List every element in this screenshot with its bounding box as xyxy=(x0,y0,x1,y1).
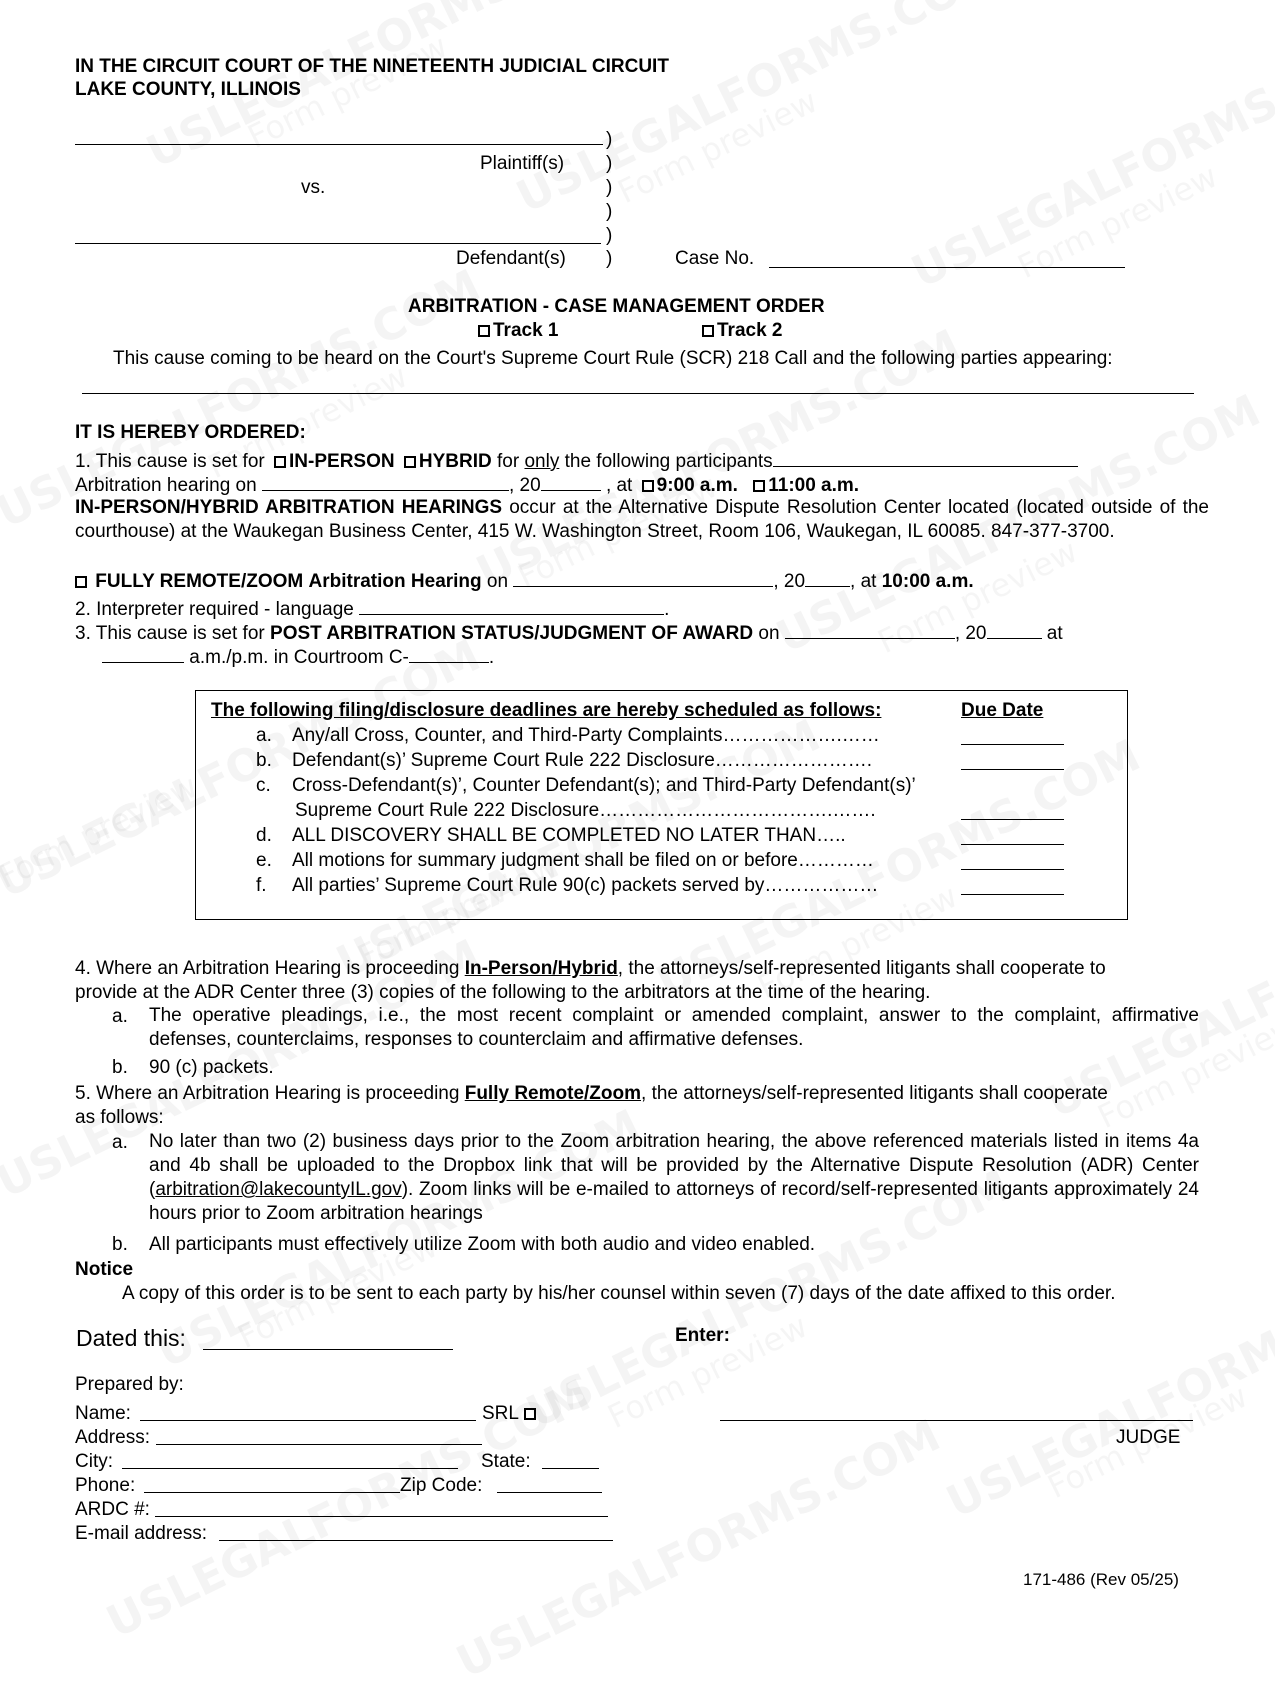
item4-line1: 4. Where an Arbitration Hearing is proceeding In-Person/Hybrid, the attorneys/self-represented litigants shall cooperate to xyxy=(75,958,1106,979)
item3-line2: a.m./p.m. in Courtroom C- . xyxy=(102,646,494,669)
deadlines-heading: The following filing/disclosure deadlines are hereby scheduled as follows: xyxy=(211,700,882,721)
adr-email-link[interactable]: arbitration@lakecountyIL.gov xyxy=(155,1179,402,1200)
deadline-letter: d. xyxy=(256,825,272,846)
remote-year-field[interactable] xyxy=(805,570,850,587)
dated-label: Dated this: xyxy=(76,1325,186,1351)
item5-a-letter: a. xyxy=(112,1132,128,1153)
item5-b-text: All participants must effectively utilize Zoom with both audio and video enabled. xyxy=(149,1234,816,1255)
caption-paren: ) xyxy=(606,201,613,222)
due-date-field[interactable] xyxy=(961,744,1064,745)
item4-b-text: 90 (c) packets. xyxy=(149,1057,274,1078)
item5-a-text: No later than two (2) business days prior to the Zoom arbitration hearing, the above referenced materials listed in items 4a and 4b shall be uploaded to the Dropbox link that will be provided by the Alternative Dispute Resolution (ADR) Center (arbitration@lakecountyIL.gov). Zoom links will be e-mailed to attorneys of record/self-represented litigants approximately 24 hours prior to Zoom arbitration hearings xyxy=(149,1131,1199,1224)
defendant-line[interactable] xyxy=(75,243,601,244)
city-label: City: xyxy=(75,1451,113,1472)
name-label: Name: xyxy=(75,1403,131,1424)
deadline-letter: f. xyxy=(256,875,267,896)
item4-a-letter: a. xyxy=(112,1006,128,1027)
language-field[interactable] xyxy=(359,598,664,615)
srl-checkbox[interactable] xyxy=(524,1408,536,1420)
name-field[interactable] xyxy=(140,1420,476,1421)
participants-field[interactable] xyxy=(773,450,1078,467)
defendant-label: Defendant(s) xyxy=(456,248,566,269)
watermark-preview xyxy=(0,767,203,896)
hearing-date-field[interactable] xyxy=(262,474,509,491)
deadline-letter: c. xyxy=(256,775,271,796)
in-person-checkbox[interactable] xyxy=(274,456,286,468)
city-field[interactable] xyxy=(122,1468,458,1469)
time-9am-checkbox[interactable] xyxy=(642,480,654,492)
status-date-field[interactable] xyxy=(785,622,955,639)
caption-paren: ) xyxy=(606,153,613,174)
deadline-letter: b. xyxy=(256,750,272,771)
address-label: Address: xyxy=(75,1427,150,1448)
checkbox-icon[interactable] xyxy=(702,325,714,337)
judge-label: JUDGE xyxy=(1116,1427,1181,1448)
ordered-heading: IT IS HEREBY ORDERED: xyxy=(75,422,306,443)
phone-field[interactable] xyxy=(144,1492,400,1493)
hybrid-checkbox[interactable] xyxy=(404,456,416,468)
hearing-year-field[interactable] xyxy=(541,474,601,491)
case-no-field[interactable] xyxy=(769,267,1125,268)
email-field[interactable] xyxy=(219,1540,613,1541)
courtroom-field[interactable] xyxy=(409,646,489,663)
deadline-text: Defendant(s)’ Supreme Court Rule 222 Disclosure……………………. xyxy=(292,750,873,771)
deadline-letter: e. xyxy=(256,850,272,871)
checkbox-icon[interactable] xyxy=(478,325,490,337)
watermark-preview xyxy=(612,82,824,211)
order-title: ARBITRATION - CASE MANAGEMENT ORDER xyxy=(408,296,825,317)
track1-option[interactable]: Track 1 xyxy=(478,320,559,342)
time-11am-checkbox[interactable] xyxy=(753,480,765,492)
item5-line1: 5. Where an Arbitration Hearing is proceeding Fully Remote/Zoom, the attorneys/self-represented litigants shall cooperate xyxy=(75,1083,1108,1104)
item2-interpreter: 2. Interpreter required - language . xyxy=(75,599,670,620)
track2-option[interactable]: Track 2 xyxy=(702,320,783,342)
dated-field[interactable] xyxy=(203,1349,453,1350)
caption-paren: ) xyxy=(606,248,613,269)
item1-line1: 1. This cause is set for IN-PERSON HYBRID for only the following participants xyxy=(75,450,1078,473)
caption-paren: ) xyxy=(606,225,613,246)
court-name: IN THE CIRCUIT COURT OF THE NINETEENTH JUDICIAL CIRCUIT xyxy=(75,56,669,77)
due-date-field[interactable] xyxy=(961,819,1064,820)
court-county: LAKE COUNTY, ILLINOIS xyxy=(75,79,301,100)
caption-paren: ) xyxy=(606,177,613,198)
phone-label: Phone: xyxy=(75,1475,136,1496)
plaintiff-label: Plaintiff(s) xyxy=(480,153,565,174)
zip-field[interactable] xyxy=(497,1492,602,1493)
item1-line2: Arbitration hearing on , 20 , at 9:00 a.m. 11:00 a.m. xyxy=(75,475,860,496)
status-year-field[interactable] xyxy=(987,622,1042,639)
state-field[interactable] xyxy=(542,1468,599,1469)
item3-line1: 3. This cause is set for POST ARBITRATION STATUS/JUDGMENT OF AWARD on , 20 at xyxy=(75,623,1063,644)
state-label: State: xyxy=(481,1451,531,1472)
srl-label: SRL xyxy=(482,1403,539,1425)
hearing-location-paragraph: IN-PERSON/HYBRID ARBITRATION HEARINGS occur at the Alternative Dispute Resolution Center located (located outside of the courthouse) at the Waukegan Business Center, 415 W. Washington Street, Room 106, Waukegan, IL 60085. 847-377-3700. xyxy=(75,497,1210,542)
item4-a-text: The operative pleadings, i.e., the most recent complaint or amended complaint, answer to the complaint, affirmative defenses, counterclaims, responses to counterclaim and affirmative defenses. xyxy=(149,1005,1199,1050)
form-number: 171-486 (Rev 05/25) xyxy=(1023,1570,1179,1589)
deadline-text: All parties’ Supreme Court Rule 90(c) packets served by……………… xyxy=(292,875,879,896)
plaintiff-line[interactable] xyxy=(75,144,603,145)
caption-paren: ) xyxy=(606,129,613,150)
deadline-text: ALL DISCOVERY SHALL BE COMPLETED NO LATER THAN….. xyxy=(292,825,846,846)
deadline-text: Cross-Defendant(s)’, Counter Defendant(s); and Third-Party Defendant(s)’ xyxy=(292,775,916,796)
ardc-field[interactable] xyxy=(155,1516,608,1517)
notice-heading: Notice xyxy=(75,1259,134,1280)
deadline-text: Any/all Cross, Counter, and Third-Party Complaints……………….…… xyxy=(292,725,880,746)
ardc-label: ARDC #: xyxy=(75,1499,150,1520)
prepared-by-label: Prepared by: xyxy=(75,1374,184,1395)
remote-checkbox[interactable] xyxy=(75,576,87,588)
watermark-brand xyxy=(509,0,1008,223)
due-date-field[interactable] xyxy=(961,869,1064,870)
due-date-field[interactable] xyxy=(961,894,1064,895)
address-field[interactable] xyxy=(156,1444,482,1445)
remote-hearing-line: FULLY REMOTE/ZOOM Arbitration Hearing on , 20 , at 10:00 a.m. xyxy=(75,570,974,593)
item4-line2: provide at the ADR Center three (3) copies of the following to the arbitrators at the time of the hearing. xyxy=(75,982,931,1003)
deadline-text: All motions for summary judgment shall be filed on or before………… xyxy=(292,850,874,871)
item4-b-letter: b. xyxy=(112,1057,128,1078)
email-label: E-mail address: xyxy=(75,1523,207,1544)
due-date-field[interactable] xyxy=(961,769,1064,770)
due-date-field[interactable] xyxy=(961,844,1064,845)
deadline-letter: a. xyxy=(256,725,272,746)
vs-label: vs. xyxy=(301,177,326,198)
intro-text: This cause coming to be heard on the Court's Supreme Court Rule (SCR) 218 Call and the following parties appearing: xyxy=(113,348,1113,369)
watermark-brand xyxy=(904,20,1275,298)
notice-text: A copy of this order is to be sent to each party by his/her counsel within seven (7) days of the date affixed to this order. xyxy=(122,1283,1116,1304)
enter-label: Enter: xyxy=(675,1325,730,1346)
parties-appearing-line[interactable] xyxy=(82,393,1194,394)
deadline-text: Supreme Court Rule 222 Disclosure……………………………….……. xyxy=(295,800,876,821)
item5-b-letter: b. xyxy=(112,1234,128,1255)
deadlines-box xyxy=(195,690,1128,920)
case-no-label: Case No. xyxy=(675,248,755,269)
judge-signature-line[interactable] xyxy=(720,1420,1193,1421)
remote-date-field[interactable] xyxy=(513,570,773,587)
zip-label: Zip Code: xyxy=(400,1475,483,1496)
status-time-field[interactable] xyxy=(102,646,184,663)
item5-line2: as follows: xyxy=(75,1107,164,1128)
due-date-heading: Due Date xyxy=(961,700,1044,721)
